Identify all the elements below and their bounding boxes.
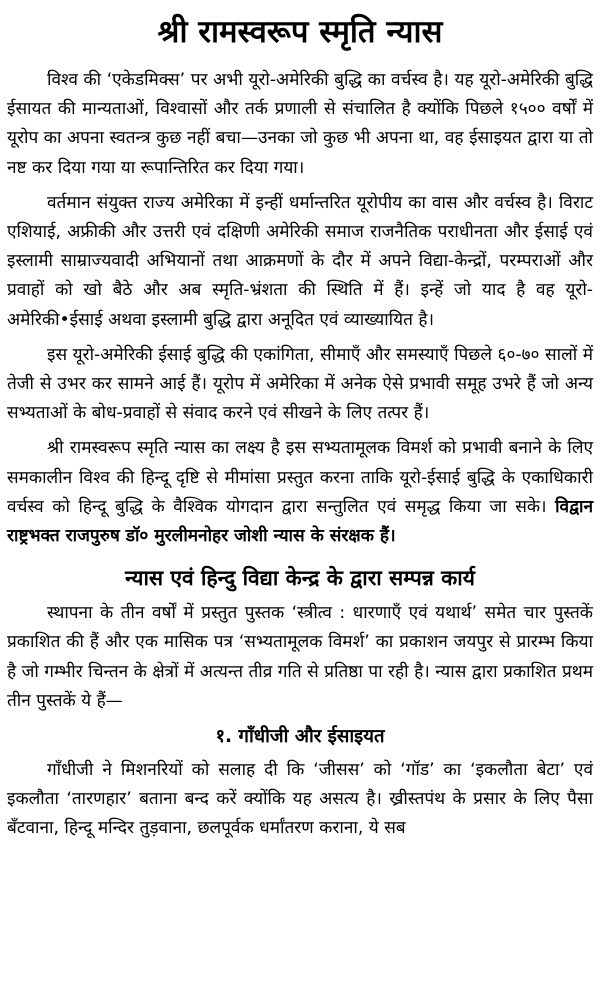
paragraph-6: गाँधीजी ने मिशनरियों को सलाह दी कि ‘जीसस’ को ‘गॉड’ का ‘इकलौता बेटा’ एवं इकलौता ‘तारणहार’ बताना बन्द करें क्योंकि यह असत्य है। ख्रीस्तपंथ के प्रसार के लिए पैसा बँटवाना, हिन्दू मन्दिर तुड़वाना, छलपूर्वक धर्मांतरण कराना, ये सब bbox=[7, 760, 593, 839]
paragraph-1: विश्व की ‘एकेडमिक्स’ पर अभी यूरो-अमेरिकी बुद्धि का वर्चस्व है। यह यूरो-अमेरिकी बुद्धि ईसायत की मान्यताओं, विश्वासों और तर्क प्रणाली से संचालित है क्योंकि पिछले १५०० वर्षों में यूरोप का अपना स्वतन्त्र कुछ नहीं बचा—उनका जो कुछ भी अपना था, वह ईसाइयत द्वारा या तो नष्ट कर दिया गया या रूपान्तिरित कर दिया गया। bbox=[7, 70, 593, 178]
page-title: श्री रामस्वरूप स्मृति न्यास bbox=[157, 14, 443, 50]
section-heading: न्यास एवं हिन्दु विद्या केन्द्र के द्वारा सम्पन्न कार्य bbox=[125, 566, 475, 591]
document-page bbox=[7, 0, 593, 850]
paragraph-4-text: श्री रामस्वरूप स्मृति न्यास का लक्ष्य है इस सभ्यतामूलक विमर्श को प्रभावी बनाने के लिए समकालीन विश्व की हिन्दू दृष्टि से मीमांसा प्रस्तुत करना ताकि यूरो-ईसाई बुद्धि के एकाधिकारी वर्चस्व को हिन्दू बुद्धि के वैश्विक योगदान द्वारा सन्तुलित एवं समृद्ध किया जा सके। bbox=[7, 438, 593, 517]
paragraph-5: स्थापना के तीन वर्षों में प्रस्तुत पुस्तक ‘स्त्रीत्व : धारणाएँ एवं यथार्थ’ समेत चार पुस्तकें प्रकाशित की हैं और एक मासिक पत्र ‘सभ्यतामूलक विमर्श’ का प्रकाशन जयपुर से प्रारम्भ किया है जो गम्भीर चिन्तन के क्षेत्रों में अत्यन्त तीव्र गति से प्रतिष्ठा पा रही है। न्यास द्वारा प्रकाशित प्रथम तीन पुस्तकें ये हैं— bbox=[7, 603, 593, 711]
paragraph-2: वर्तमान संयुक्त राज्य अमेरिका में इन्हीं धर्मान्तरित यूरोपीय का वास और वर्चस्व है। विराट एशियाई, अफ्रीकी और उत्तरी एवं दक्षिणी अमेरिकी समाज राजनैतिक पराधीनता और ईसाई एवं इस्लामी साम्राज्यवादी अभियानों तथा आक्रमणों के दौर में अपने विद्या-केन्द्रों, परम्पराओं और प्रवाहों को खो बैठे और अब स्मृति-भ्रंशता की स्थिति में हैं। इन्हें जो याद है वह यूरो-अमेरिकी•ईसाई अथवा इस्लामी बुद्धि द्वारा अनूदित एवं व्याख्यायित है। bbox=[7, 192, 593, 330]
book-subheading: १. गाँधीजी और ईसाइयत bbox=[215, 726, 385, 748]
paragraph-4 bbox=[7, 434, 593, 551]
patron-statement: विद्वान राष्ट्रभक्त राजपुरुष डॉ० मुरलीमनोहर जोशी न्यास के संरक्षक हैं। bbox=[7, 496, 593, 547]
paragraph-3: इस यूरो-अमेरिकी ईसाई बुद्धि की एकांगिता, सीमाएँ और समस्याएँ पिछले ६०-७० सालों में तेजी से उभर कर सामने आई हैं। यूरोप में अमेरिका में अनेक ऐसे प्रभावी समूह उभरे हैं जो अन्य सभ्यताओं के बोध-प्रवाहों से संवाद करने एवं सीखने के लिए तत्पर हैं। bbox=[7, 344, 593, 424]
